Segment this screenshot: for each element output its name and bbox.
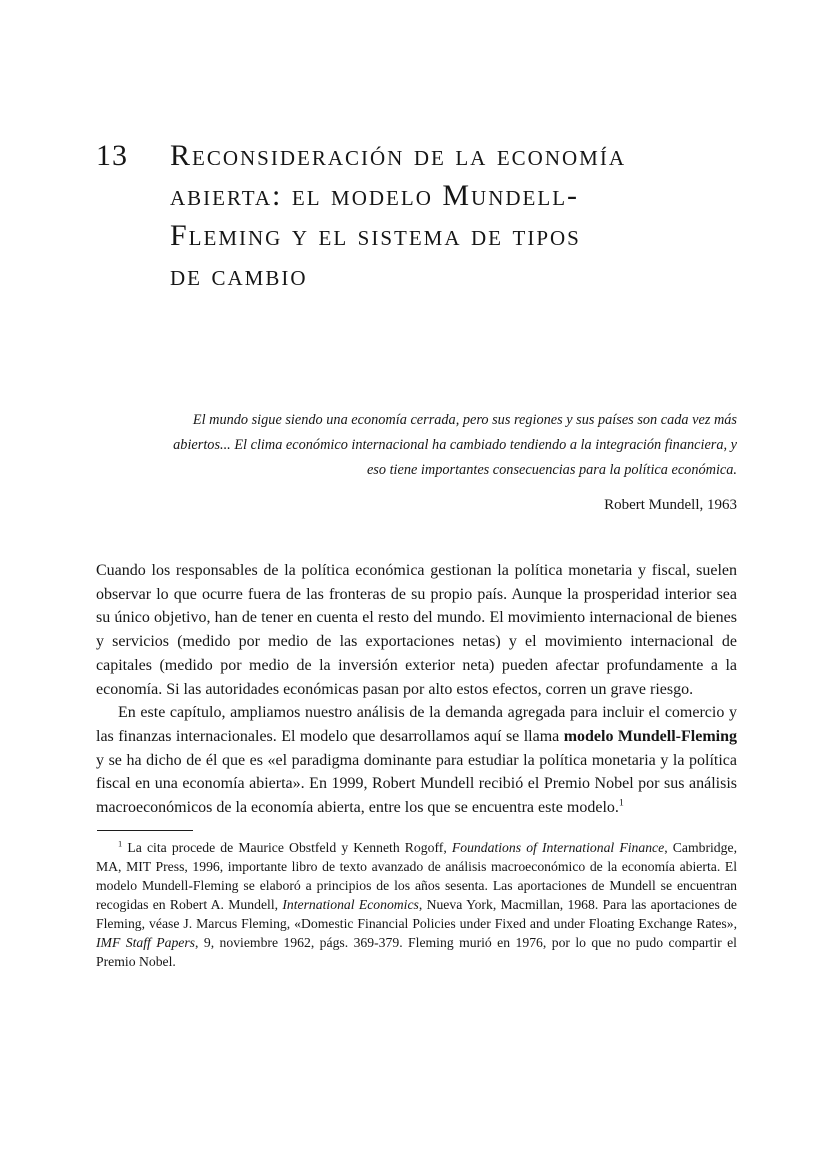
body-paragraph-1: Cuando los responsables de la política económica gestionan la política monetaria y fiscal, suelen observar lo que ocurre fuera de las fronteras de su propio país. Aunque la prosperidad interior sea su único objetivo, han de tener en cuenta el resto del mundo. El movimiento internacional de bienes y servicios (medido por medio de las exportaciones netas) y el movimiento internacional de capitales (medido por medio de la inversión exterior neta) pueden afectar profundamente a la economía. Si las autoridades económicas pasan por alto estos efectos, corren un grave riesgo. bbox=[96, 562, 737, 698]
paragraph-segment: y se ha dicho de él que es «el paradigma dominante para estudiar la política monetaria y la política fiscal en una economía abierta». En 1999, Robert Mundell recibió el Premio Nobel por sus análisis macroeconómicos de la economía abierta, entre los que se encuentra este modelo. bbox=[96, 751, 737, 817]
footnote-text bbox=[96, 838, 737, 971]
footnote-segment: La cita procede de Maurice Obstfeld y Kenneth Rogoff, bbox=[122, 839, 452, 855]
chapter-title-line: Fleming y el sistema de tipos bbox=[170, 219, 581, 252]
footnote-journal-title: IMF Staff Papers bbox=[96, 934, 196, 950]
chapter-title-line: abierta: el modelo Mundell- bbox=[170, 179, 580, 212]
footnote-area bbox=[96, 830, 737, 971]
footnote-reference: 1 bbox=[618, 797, 624, 809]
epigraph-text: El mundo sigue siendo una economía cerrada, pero sus regiones y sus países son cada vez más abiertos... El clima económico internacional ha cambiado tendiendo a la integración financiera, y eso tiene importantes consecuencias para la política económica. bbox=[173, 412, 737, 478]
footnote-segment: , 9, noviembre 1962, págs. 369-379. Fleming murió en 1976, por lo que no pudo compartir el Premio Nobel. bbox=[96, 934, 737, 969]
chapter-number: 13 bbox=[96, 139, 128, 172]
epigraph-attribution: Robert Mundell, 1963 bbox=[604, 497, 737, 513]
footnote-segment: , Nueva York, Macmillan, 1968. Para las aportaciones de Fleming, véase J. Marcus Fleming, «Domestic Financial Policies under Fixed and under Floating Exchange Rates», bbox=[96, 896, 737, 931]
chapter-title bbox=[170, 136, 626, 296]
chapter-title-line: Reconsideración de la economía bbox=[170, 139, 626, 172]
epigraph bbox=[165, 408, 737, 515]
footnote-book-title: International Economics bbox=[282, 896, 419, 912]
chapter-heading bbox=[96, 136, 737, 296]
body-text bbox=[96, 559, 737, 820]
footnote-book-title: Foundations of International Finance bbox=[451, 839, 665, 855]
footnote-rule bbox=[97, 830, 193, 831]
footnote-segment: , Cambridge, MA, MIT Press, 1996, importante libro de texto avanzado de análisis macroeconómico de la economía abierta. El modelo Mundell-Fleming se elaboró a principios de los años sesenta. Las aportaciones de Mundell se encuentran recogidas en Robert A. Mundell, bbox=[96, 839, 737, 912]
paragraph-segment: En este capítulo, ampliamos nuestro análisis de la demanda agregada para incluir el comercio y las finanzas internacionales. El modelo que desarrollamos aquí se llama bbox=[96, 704, 737, 745]
chapter-title-line: de cambio bbox=[170, 259, 308, 292]
body-paragraph-2 bbox=[96, 701, 737, 820]
footnote-marker: 1 bbox=[118, 838, 123, 849]
bold-term-mundell-fleming: modelo Mundell-Fleming bbox=[563, 727, 737, 745]
